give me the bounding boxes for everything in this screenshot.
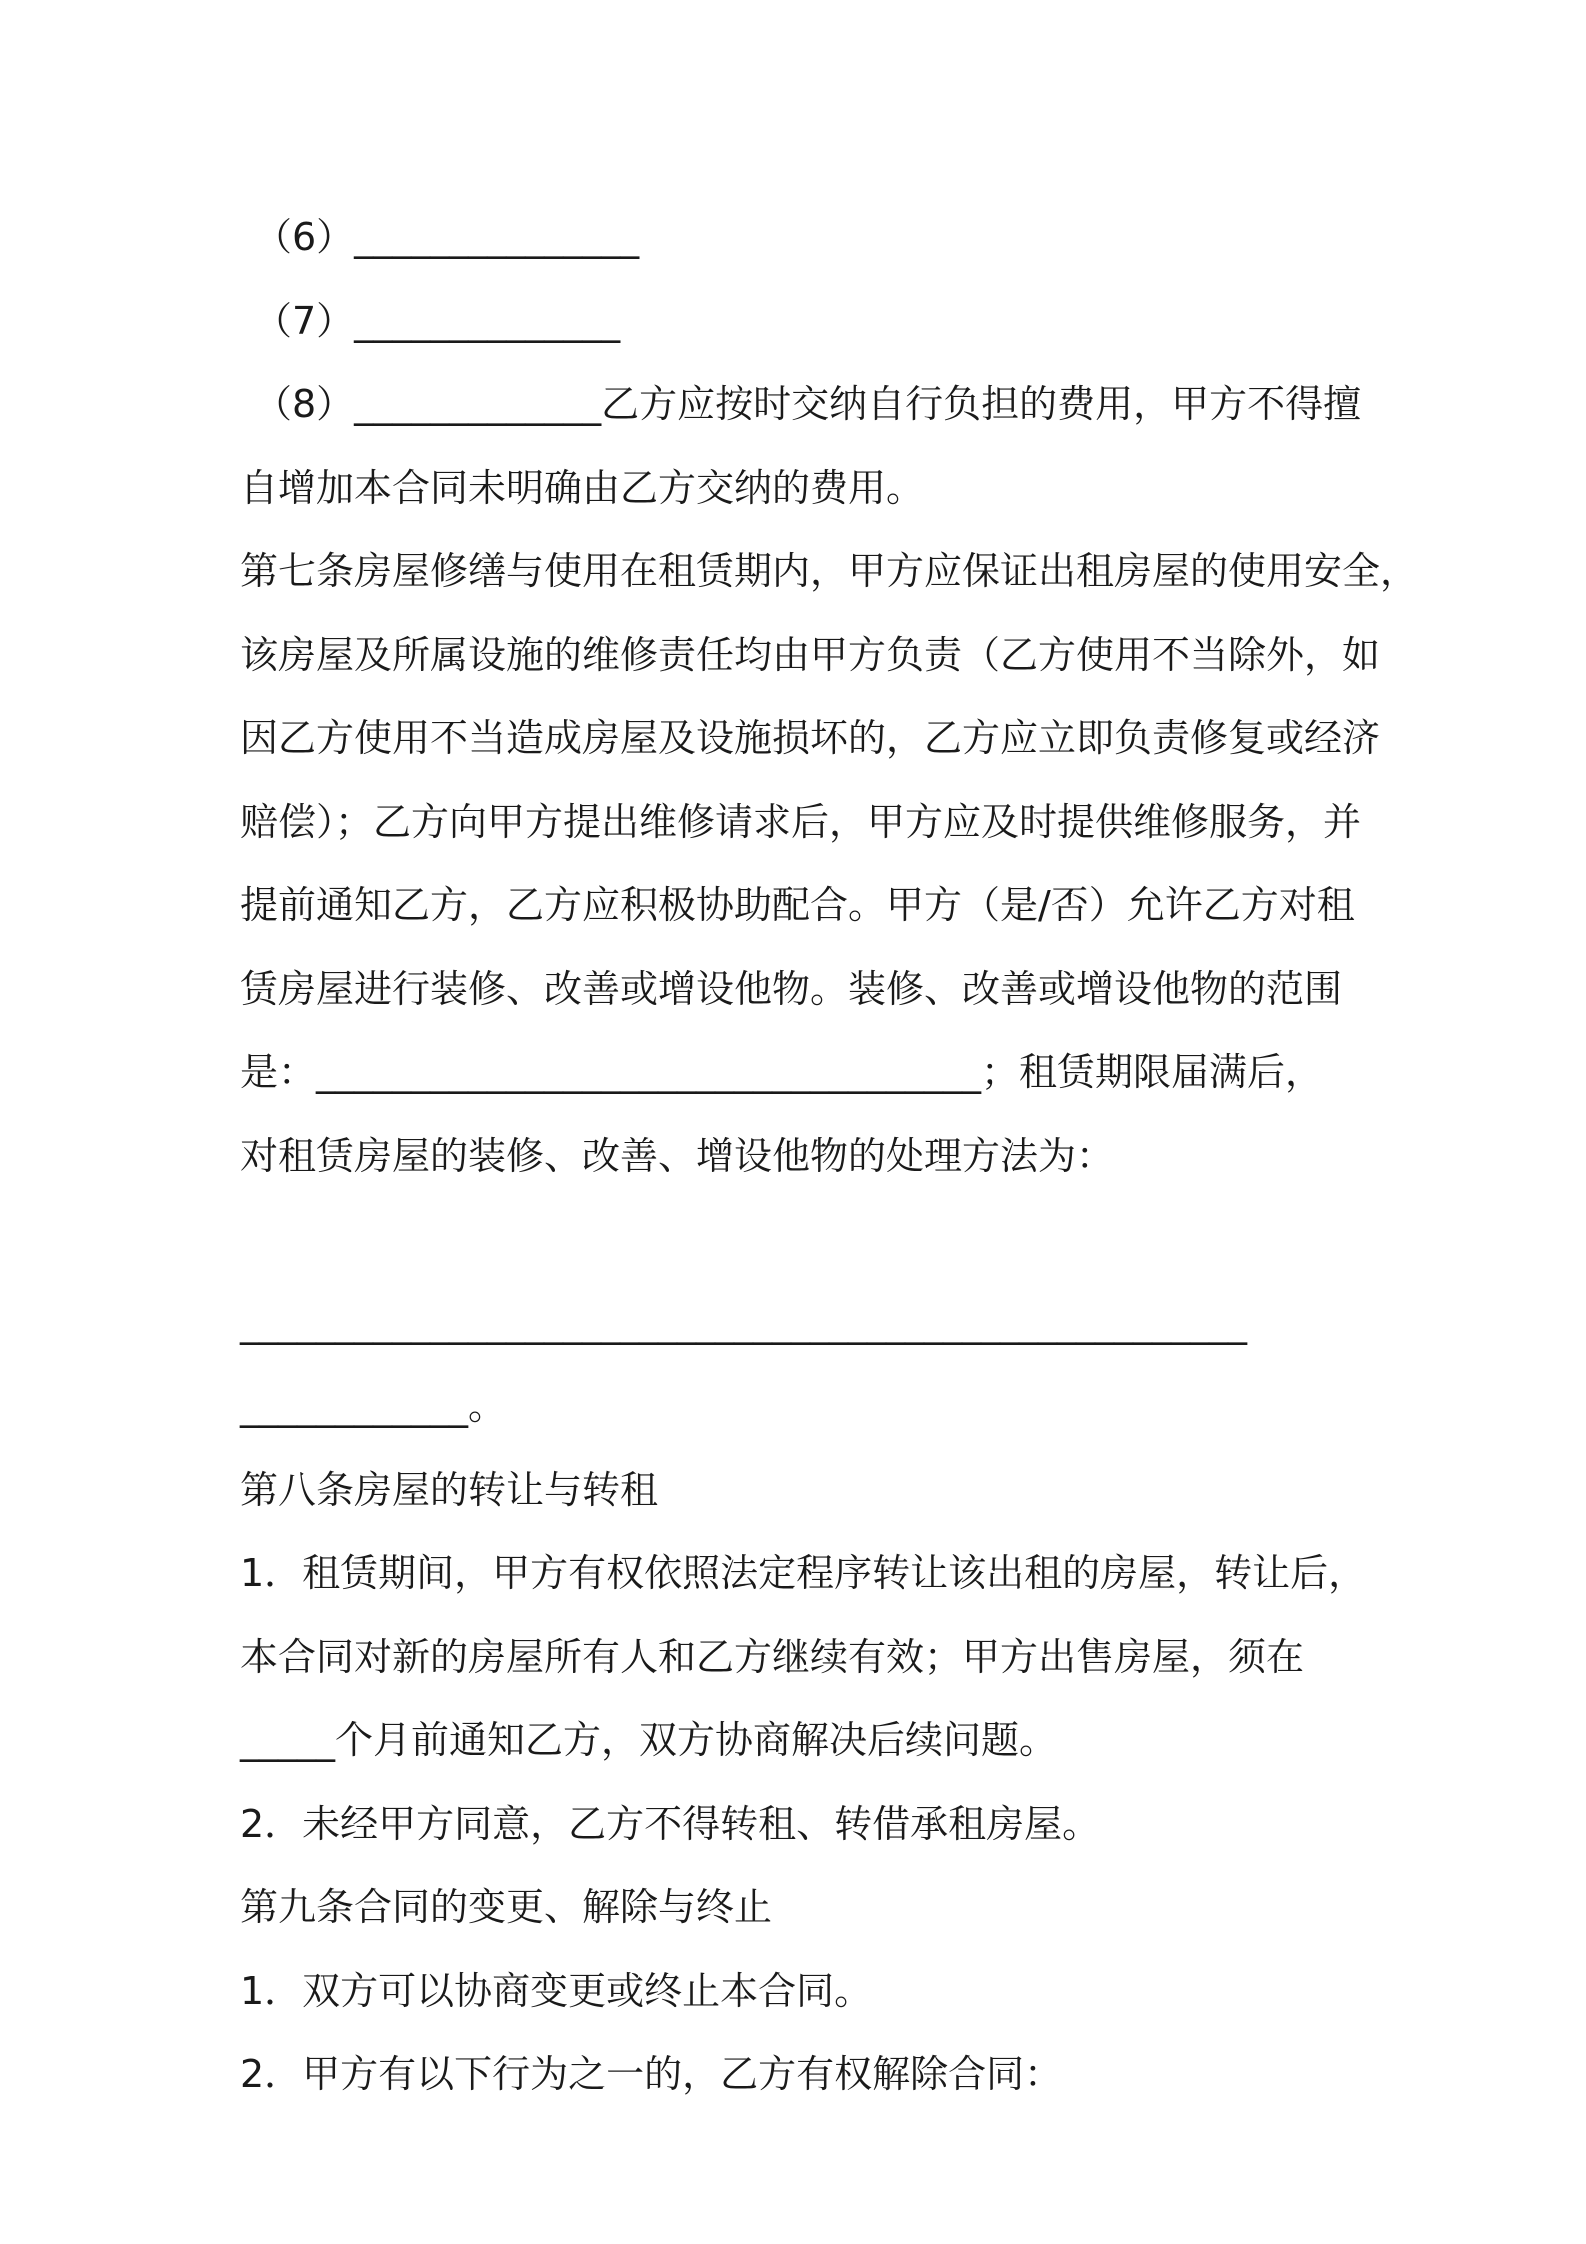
contract-text xyxy=(240,196,1419,2117)
paragraph-line: 是：___________________________________；租赁期限届满后， xyxy=(240,1050,1324,1094)
paragraph-line: 1．双方可以协商变更或终止本合同。 xyxy=(240,1968,873,2013)
item-6-line: （6）_______________ xyxy=(254,215,640,259)
article-7-heading-line: 第七条房屋修缮与使用在租赁期内，甲方应保证出租房屋的使用安全， xyxy=(240,549,1419,593)
paragraph-line: 1．租赁期间，甲方有权依照法定程序转让该出租的房屋，转让后， xyxy=(240,1551,1367,1595)
paragraph-line: 赁房屋进行装修、改善或增设他物。装修、改善或增设他物的范围 xyxy=(240,966,1343,1011)
paragraph-line: 该房屋及所属设施的维修责任均由甲方负责（乙方使用不当除外，如 xyxy=(240,632,1381,677)
paragraph-line: 2．未经甲方同意，乙方不得转租、转借承租房屋。 xyxy=(240,1801,1101,1846)
paragraph-line: 因乙方使用不当造成房屋及设施损坏的，乙方应立即负责修复或经济 xyxy=(240,716,1381,760)
paragraph-line: 提前通知乙方，乙方应积极协助配合。甲方（是/否）允许乙方对租 xyxy=(240,883,1355,927)
paragraph-line: 本合同对新的房屋所有人和乙方继续有效；甲方出售房屋，须在 xyxy=(240,1634,1305,1679)
blank-fill-line: ____________。 xyxy=(240,1384,507,1428)
paragraph-line: 赔偿）；乙方向甲方提出维修请求后，甲方应及时提供维修服务，并 xyxy=(240,799,1362,844)
paragraph-line: _____个月前通知乙方，双方协商解决后续问题。 xyxy=(240,1718,1058,1762)
item-7-line: （7）______________ xyxy=(254,298,621,343)
paragraph-line: 自增加本合同未明确由乙方交纳的费用。 xyxy=(240,465,925,510)
article-9-heading: 第九条合同的变更、解除与终止 xyxy=(240,1885,773,1929)
blank-line xyxy=(240,1198,1360,1282)
paragraph-line: 对租赁房屋的装修、改善、增设他物的处理方法为： xyxy=(240,1133,1115,1178)
article-8-heading: 第八条房屋的转让与转租 xyxy=(240,1467,659,1512)
blank-fill-line: _____________________________________________________ xyxy=(240,1300,1247,1345)
item-8-line: （8）_____________乙方应按时交纳自行负担的费用，甲方不得擅 xyxy=(254,382,1362,426)
paragraph-line: 2．甲方有以下行为之一的，乙方有权解除合同： xyxy=(240,2052,1063,2096)
